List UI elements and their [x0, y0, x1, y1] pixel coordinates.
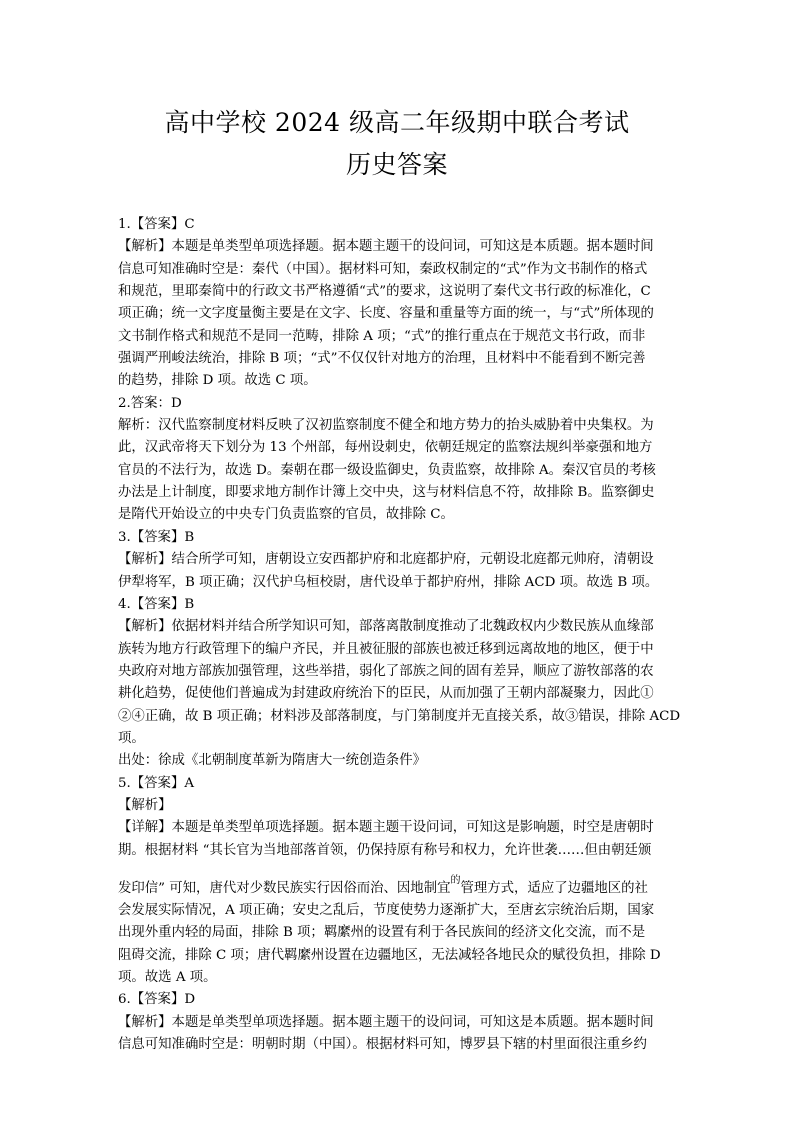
text-line: 耕化趋势，促使他们普遍成为封建政府统治下的臣民，从而加强了王朝内部凝聚力，因此① [118, 686, 654, 702]
exam-title: 高中学校 2024 级高二年级期中联合考试 [164, 108, 630, 137]
answer-content [118, 214, 681, 1056]
text-line: 信息可知准确时空是：秦代（中国）。据材料可知，秦政权制定的“式”作为文书制作的格式 [118, 261, 648, 277]
text-line: 【解析】结合所学可知，唐朝设立安西都护府和北庭都护府，元朝设北庭都元帅府，清朝设 [118, 552, 654, 568]
text-line: 和规范，里耶秦简中的行政文书严格遵循“式”的要求，这说明了秦代文书行政的标准化，C [118, 284, 651, 300]
text-line: 期。根据材料 “其长官为当地部落首领，仍保持原有称号和权力，允许世袭……但由朝廷颁 [118, 842, 652, 858]
text-line: 强调严刑峻法统治，排除 B 项；“式”不仅仅针对地方的治理，且材料中不能看到不断完善 [118, 351, 646, 367]
text-line: 文书制作格式和规范不是同一范畴，排除 A 项；“式”的推行重点在于规范文书行政，而非 [118, 328, 646, 344]
text-line: 此，汉武帝将天下划分为 13 个州部，每州设刺史，依朝廷规定的监察法规纠举豪强和地方 [118, 440, 653, 456]
answer-heading: 6.【答案】D [118, 992, 196, 1008]
text-line: 【解析】本题是单类型单项选择题。据本题主题干的设问词，可知这是本质题。据本题时间 [118, 1014, 654, 1030]
text-line: 伊犁将军，B 项正确；汉代护乌桓校尉，唐代设单于都护府州，排除 ACD 项。故选 B 项。 [118, 574, 659, 590]
text-line: 【解析】依据材料并结合所学知识可知，部落离散制度推动了北魏政权内少数民族从血缘部 [118, 619, 654, 635]
answer-heading: 4.【答案】B [118, 596, 195, 612]
answer-heading: 5.【答案】A [118, 775, 195, 791]
superscript-char: 的 [450, 874, 461, 886]
subject-title: 历史答案 [345, 150, 448, 179]
text-line: 阻碍交流，排除 C 项；唐代羁縻州设置在边疆地区，无法减轻各地民众的赋役负担，排除 D [118, 947, 661, 963]
text-line: 【解析】 [118, 797, 172, 813]
text-line: 族转为地方行政管理下的编户齐民，并且被征服的部族也被迁移到远离故地的地区，便于中 [118, 641, 654, 657]
text-line: 出现外重内轻的局面，排除 B 项；羁縻州的设置有利于各民族间的经济文化交流，而不是 [118, 925, 646, 941]
source-citation: 出处：徐成《北朝制度革新为隋唐大一统创造条件》 [118, 753, 426, 769]
text-line: 官员的不法行为，故选 D。秦朝在郡一级设监御史，负责监察，故排除 A。秦汉官员的考核 [118, 462, 656, 478]
text-line: 项。 [118, 730, 145, 746]
text-line: 办法是上计制度，即要求地方制作计簿上交中央，这与材料信息不符，故排除 B。监察御史 [118, 485, 655, 501]
text-line: 【解析】本题是单类型单项选择题。据本题主题干的设问词，可知这是本质题。据本题时间 [118, 239, 654, 255]
text-segment: 发印信” 可知，唐代对少数民族实行因俗而治、因地制宜 [118, 880, 451, 896]
text-line: 项。故选 A 项。 [118, 970, 217, 985]
text-line: 的趋势，排除 D 项。故选 C 项。 [118, 373, 317, 389]
answer-heading: 2.答案：D [118, 395, 182, 411]
answer-heading: 3.【答案】B [118, 529, 195, 545]
text-line: 解析：汉代监察制度材料反映了汉初监察制度不健全和地方势力的抬头威胁着中央集权。为 [118, 418, 654, 434]
answer-heading: 1.【答案】C [118, 217, 195, 232]
text-line [118, 862, 678, 900]
text-line: 央政府对地方部族加强管理，这些举措，弱化了部族之间的固有差异，顺应了游牧部落的农 [118, 663, 654, 679]
text-line: 信息可知准确时空是：明朝时期（中国）。根据材料可知，博罗县下辖的村里面很注重乡约 [118, 1037, 647, 1053]
text-line: 会发展实际情况，A 项正确；安史之乱后，节度使势力逐渐扩大，至唐玄宗统治后期，国家 [118, 902, 655, 918]
text-line: ②④正确，故 B 项正确；材料涉及部落制度，与门第制度并无直接关系，故③错误，排除 ACD [118, 708, 681, 724]
text-line: 项正确；统一文字度量衡主要是在文字、长度、容量和重量等方面的统一，与“式”所体现的 [118, 306, 654, 322]
text-line: 是隋代开始设立的中央专门负责监察的官员，故排除 C。 [118, 507, 454, 523]
text-segment: 管理方式，适应了边疆地区的社 [460, 880, 648, 896]
text-line: 【详解】本题是单类型单项选择题。据本题主题干设问词，可知这是影响题，时空是唐朝时 [118, 820, 654, 836]
